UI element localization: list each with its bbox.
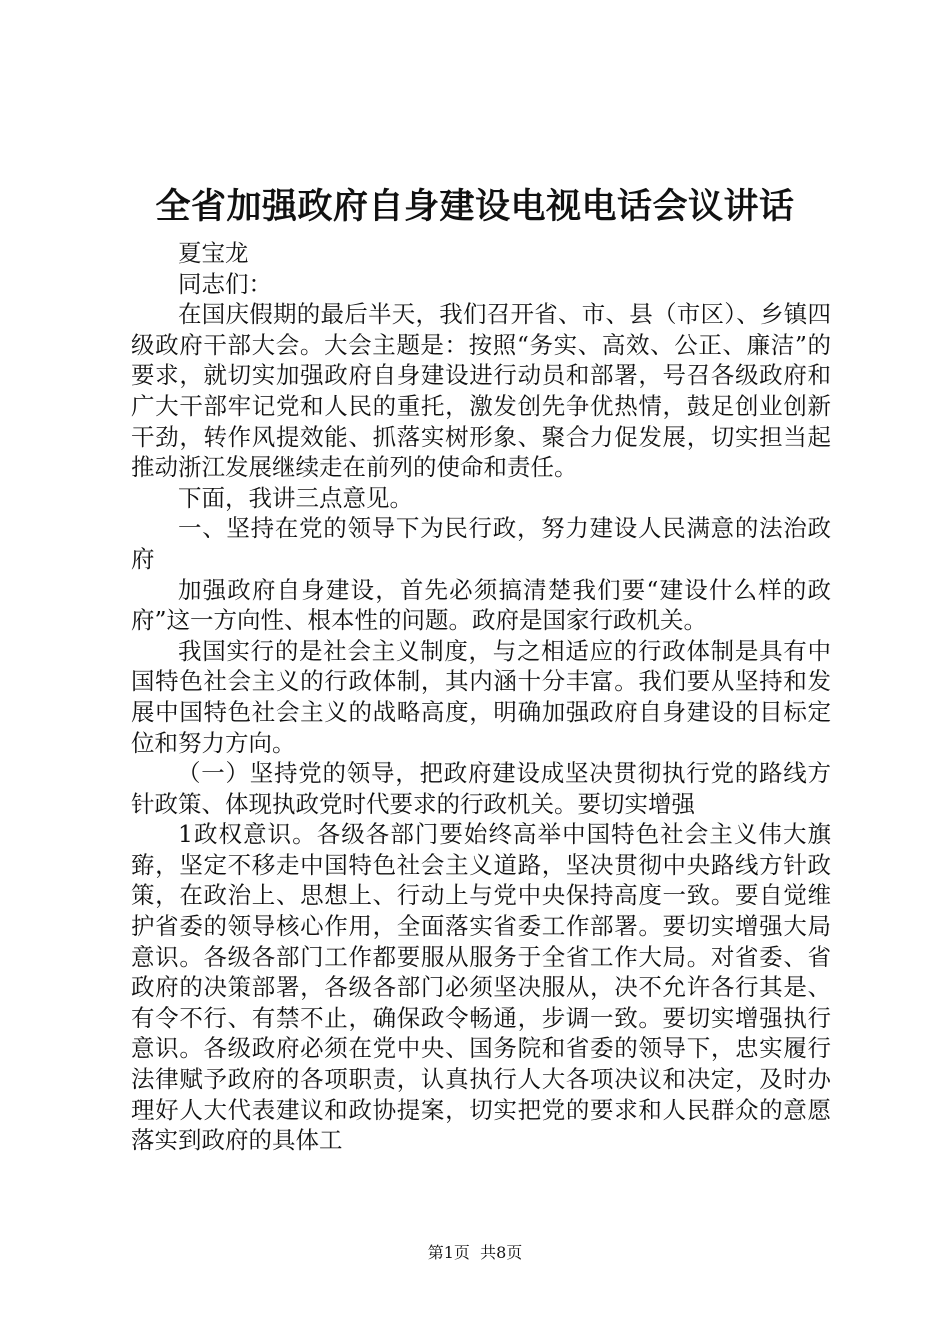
body-paragraph: 在国庆假期的最后半天，我们召开省、市、县（市区）、乡镇四级政府干部大会。大会主题是：按照“务实、高效、公正、廉洁”的要求，就切实加强政府自身建设进行动员和部署，号召各级政府和广大干部牢记党和人民的重托，激发创先争优热情，鼓足创业创新干劲，转作风提效能、抓落实树形象、聚合力促发展，切实担当起推动浙江发展继续走在前列的使命和责任。 (131, 300, 831, 482)
document-title: 全省加强政府自身建设电视电话会议讲话 (155, 186, 795, 227)
subsection-heading: （一）坚持党的领导，把政府建设成坚决贯彻执行党的路线方针政策、体现执政党时代要求的行政机关。要切实增强 (131, 759, 831, 818)
author-line: 夏宝龙 (178, 239, 249, 267)
body-paragraph: 下面，我讲三点意见。 (178, 483, 413, 512)
body-paragraph: 我国实行的是社会主义制度，与之相适应的行政体制是具有中国特色社会主义的行政体制，其内涵十分丰富。我们要从坚持和发展中国特色社会主义的战略高度，明确加强政府自身建设的目标定位和努力方向。 (131, 636, 831, 757)
document-body (131, 238, 831, 1156)
section-heading: 一、坚持在党的领导下为民行政，努力建设人民满意的法治政府 (131, 514, 831, 573)
body-paragraph: 加强政府自身建设，首先必须搞清楚我们要“建设什么样的政府”这一方向性、根本性的问题。政府是国家行政机关。 (131, 575, 831, 635)
page-number: 第1页 (427, 1243, 470, 1262)
page-total: 共8页 (480, 1243, 523, 1262)
page-footer (0, 1243, 950, 1263)
salutation: 同志们： (178, 269, 272, 298)
body-paragraph: 1政权意识。各级各部门要始终高举中国特色社会主义伟大旗臶，坚定不移走中国特色社会主义道路，坚决贯彻中央路线方针政策，在政治上、思想上、行动上与党中央保持高度一致。要自觉维护省委的领导核心作用，全面落实省委工作部署。要切实增强大局意识。各级各部门工作都要服从服务于全省工作大局。对省委、省政府的决策部署，各级各部门必须坚决服从，决不允许各行其是、有令不行、有禁不止，确保政令畅通，步调一致。要切实增强执行意识。各级政府必须在党中央、国务院和省委的领导下，忠实履行法律赋予政府的各项职责，认真执行人大各项决议和决定，及时办理好人大代表建议和政协提案，切实把党的要求和人民群众的意愿落实到政府的具体工 (131, 820, 831, 1155)
